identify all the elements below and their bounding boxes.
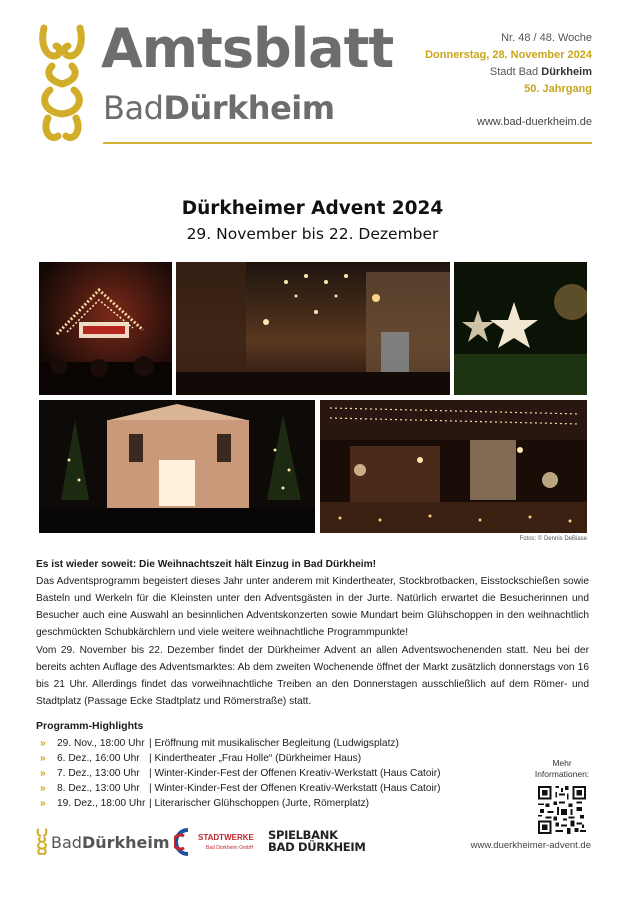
masthead-divider — [103, 142, 592, 144]
article-lead: Es ist wieder soweit: Die Weihnachtszeit hält Einzug in Bad Dürkheim! — [36, 559, 377, 570]
bad-duerkheim-ornament-icon — [36, 22, 88, 146]
footer-brand — [51, 833, 170, 852]
spielbank-line-1: SPIELBANK — [268, 828, 338, 842]
bullet-icon: » — [40, 798, 46, 809]
program-date: 8. Dez., 13:00 Uhr — [57, 783, 140, 794]
program-item — [40, 766, 441, 781]
stadtwerke-name: STADTWERKE — [198, 833, 254, 842]
stadtwerke-subtitle: Bad Dürkheim GmbH — [206, 845, 254, 851]
program-event: | Literarischer Glühschoppen (Jurte, Römerplatz) — [149, 798, 370, 809]
program-title: Programm-Highlights — [36, 720, 144, 732]
advent-website-link[interactable]: www.duerkheimer-advent.de — [470, 840, 591, 851]
footer-bad-duerkheim-logo — [36, 826, 170, 858]
program-item — [40, 796, 441, 811]
more-info-line-2: Informationen: — [534, 769, 590, 779]
photo-credit: Fotos: © Dennis DeBiase — [519, 536, 587, 542]
program-date: 19. Dez., 18:00 Uhr — [57, 798, 146, 809]
photo-festive-street — [176, 262, 450, 395]
masthead-website-link[interactable]: www.bad-duerkheim.de — [477, 116, 592, 128]
article-paragraph-1-text: Das Adventsprogramm begeistert dieses Jahr unter anderem mit Kindertheater, Stockbrotbacken, Eisstockschießen sowie Basteln und Werkeln für die Kleinsten unter den Adventsgästen in der Jurte. Natürlich erwartet die Besucherinnen und Besucher auch eine Auswahl an besinnlichen Adventskonzerten sowie Mundart beim Glühschoppen in den weihnachtlich geschmückten Schubkärchlern und viele weitere weihnachtliche Programmpunkte! — [36, 576, 589, 638]
more-info-label — [527, 758, 597, 780]
volume: 50. Jahrgang — [524, 83, 592, 95]
photo-illuminated-advent-sign — [39, 262, 172, 395]
bullet-icon: » — [40, 783, 46, 794]
program-item — [40, 736, 441, 751]
bullet-icon: » — [40, 753, 46, 764]
bullet-icon: » — [40, 768, 46, 779]
more-info-line-1: Mehr — [552, 758, 572, 768]
footer-brand-light: Bad — [51, 832, 82, 852]
bullet-icon: » — [40, 738, 46, 749]
publisher-prefix: Stadt Bad — [489, 66, 539, 78]
publisher-bold: Dürkheim — [541, 66, 592, 78]
footer-brand-bold: Dürkheim — [81, 832, 170, 852]
issue-info — [425, 30, 592, 98]
spielbank-logo — [268, 829, 365, 853]
program-item — [40, 751, 441, 766]
program-list — [40, 736, 441, 811]
spielbank-line-2: BAD DÜRKHEIM — [268, 840, 366, 854]
city-name — [103, 89, 335, 127]
program-event: | Eröffnung mit musikalischer Begleitung (Ludwigsplatz) — [149, 738, 399, 749]
publisher — [425, 64, 592, 81]
program-event: | Kindertheater „Frau Holle“ (Dürkheimer Haus) — [149, 753, 362, 764]
issue-date: Donnerstag, 28. November 2024 — [425, 49, 592, 61]
article-paragraph-2: Vom 29. November bis 22. Dezember findet der Dürkheimer Advent an allen Adventswochenenden statt. Neu bei der bereits achten Auflage des Adventsmarktes: Ab dem zweiten Wochenende öffnet der Markt zusätzlich donnerstags von 16 bis 21 Uhr. Allerdings findet das vorweihnachtliche Treiben an den Donnerstagen ausschließlich auf dem Römer- und Stadtplatz (Passage Ecke Stadtplatz und Römerstraße) statt. — [36, 645, 589, 707]
photo-light-stars — [454, 262, 587, 395]
photo-market-stall-lights — [320, 400, 587, 533]
program-date: 6. Dez., 16:00 Uhr — [57, 753, 140, 764]
qr-code-icon[interactable] — [538, 786, 586, 834]
program-item — [40, 781, 441, 796]
bad-duerkheim-ornament-icon — [36, 828, 48, 856]
article-headline: Dürkheimer Advent 2024 — [181, 198, 444, 219]
program-date: 7. Dez., 13:00 Uhr — [57, 768, 140, 779]
issue-number: Nr. 48 / 48. Woche — [501, 32, 592, 44]
article-paragraph-1 — [36, 556, 589, 641]
city-name-bold: Dürkheim — [163, 89, 335, 127]
program-event: | Winter-Kinder-Fest der Offenen Kreativ-Werkstatt (Haus Catoir) — [149, 783, 441, 794]
article-subheadline: 29. November bis 22. Dezember — [186, 225, 439, 243]
city-name-light: Bad — [103, 89, 164, 127]
stadtwerke-logo-icon — [174, 826, 254, 858]
program-event: | Winter-Kinder-Fest der Offenen Kreativ-Werkstatt (Haus Catoir) — [149, 768, 441, 779]
photo-church-stage — [39, 400, 315, 533]
program-date: 29. Nov., 18:00 Uhr — [57, 738, 145, 749]
publication-title: Amtsblatt — [101, 17, 394, 80]
